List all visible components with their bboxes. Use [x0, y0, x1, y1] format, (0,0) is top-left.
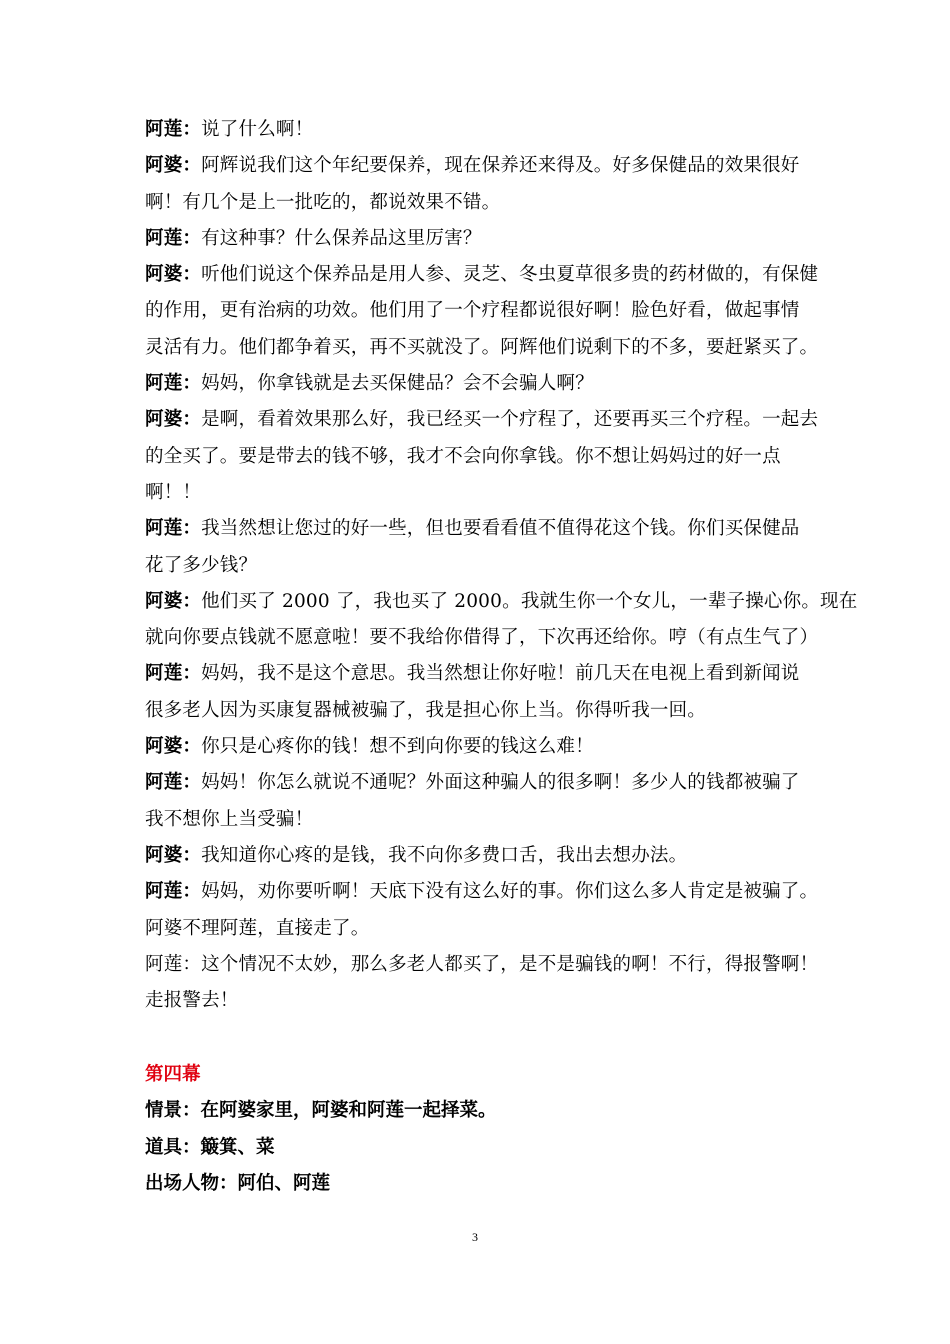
speaker-label: 阿莲：: [145, 518, 202, 540]
dialogue-line: [145, 221, 810, 257]
section-spacer: [145, 1019, 810, 1057]
speaker-label: 阿莲：: [145, 663, 202, 685]
dialogue-line: [145, 148, 810, 184]
page-number: 3: [472, 1230, 478, 1244]
act-section: [145, 1057, 810, 1202]
dialogue-text: 我知道你心疼的是钱，我不向你多费口舌，我出去想办法。: [201, 844, 688, 866]
dialogue-text: 是啊，看着效果那么好，我已经买一个疗程了，还要再买三个疗程。一起去: [201, 409, 819, 431]
dialogue-line: [145, 402, 819, 438]
dialogue-text: 啊！！: [145, 481, 202, 503]
dialogue-line: [145, 620, 819, 656]
dialogue-text: 阿莲：这个情况不太妙，那么多老人都买了，是不是骗钱的啊！不行，得报警啊！: [145, 953, 819, 975]
dialogue-text: 就向你要点钱就不愿意啦！要不我给你借得了，下次再还给你。哼（有点生气了）: [145, 627, 819, 649]
dialogue-text: 妈妈，我不是这个意思。我当然想让你好啦！前几天在电视上看到新闻说: [201, 663, 800, 685]
dialogue-text: 的作用，更有治病的功效。他们用了一个疗程都说很好啊！脸色好看，做起事情: [145, 300, 800, 322]
dialogue-line: [145, 947, 819, 983]
dialogue-text: 听他们说这个保养品是用人参、灵芝、冬虫夏草很多贵的药材做的，有保健: [201, 264, 819, 286]
speaker-label: 阿婆：: [145, 409, 202, 431]
dialogue-line: [145, 330, 819, 366]
dialogue-text: 你只是心疼你的钱！想不到向你要的钱这么难！: [201, 736, 594, 758]
dialogue-text: 他们买了 2000 了，我也买了 2000。我就生你一个女儿，一辈子操心你。现在: [201, 590, 858, 612]
dialogue-line: [145, 656, 810, 692]
dialogue-line: [145, 584, 858, 620]
dialogue-text: 很多老人因为买康复器械被骗了，我是担心你上当。你得听我一回。: [145, 699, 707, 721]
dialogue-text: 妈妈，你拿钱就是去买保健品？会不会骗人啊？: [201, 373, 594, 395]
dialogue-line: [145, 185, 810, 221]
speaker-label: 阿婆：: [145, 590, 202, 612]
dialogue-line: [145, 765, 810, 801]
speaker-label: 阿婆：: [145, 844, 202, 866]
dialogue-line: [145, 293, 810, 329]
dialogue-line: [145, 257, 819, 293]
scene-description: 情景：在阿婆家里，阿婆和阿莲一起择菜。: [145, 1100, 497, 1122]
speaker-label: 阿婆：: [145, 736, 202, 758]
document-body: [145, 112, 858, 1202]
dialogue-text: 花了多少钱？: [145, 554, 258, 576]
speaker-label: 阿莲：: [145, 772, 202, 794]
dialogue-line: [145, 729, 810, 765]
dialogue-text: 的全买了。要是带去的钱不够，我才不会向你拿钱。你不想让妈妈过的好一点: [145, 445, 781, 467]
dialogue-line: [145, 874, 819, 910]
dialogue-text: 灵活有力。他们都争着买，再不买就没了。阿辉他们说剩下的不多，要赶紧买了。: [145, 336, 819, 358]
speaker-label: 阿婆：: [145, 264, 202, 286]
dialogue-line: [145, 475, 810, 511]
dialogue-text: 走报警去！: [145, 990, 239, 1012]
speaker-label: 阿莲：: [145, 881, 202, 903]
cast-list: 出场人物：阿伯、阿莲: [145, 1173, 331, 1195]
dialogue-line: [145, 439, 810, 475]
act-title: 第四幕: [145, 1064, 201, 1086]
stage-direction: [145, 911, 810, 947]
dialogue-line: [145, 548, 810, 584]
dialogue-text: 妈妈，劝你要听啊！天底下没有这么好的事。你们这么多人肯定是被骗了。: [201, 881, 819, 903]
dialogue-text: 我不想你上当受骗！: [145, 808, 314, 830]
dialogue-line: [145, 802, 810, 838]
dialogue-line: [145, 112, 810, 148]
props-list: 道具：簸箕、菜: [145, 1136, 275, 1158]
dialogue-line: [145, 366, 810, 402]
dialogue-text: 阿婆不理阿莲，直接走了。: [145, 917, 370, 939]
speaker-label: 阿莲：: [145, 373, 202, 395]
dialogue-line: [145, 983, 810, 1019]
speaker-label: 阿莲：: [145, 227, 202, 249]
dialogue-line: [145, 693, 810, 729]
dialogue-line: [145, 838, 810, 874]
dialogue-text: 啊！有几个是上一批吃的，都说效果不错。: [145, 191, 501, 213]
dialogue-block: [145, 112, 858, 1019]
dialogue-text: 阿辉说我们这个年纪要保养，现在保养还来得及。好多保健品的效果很好: [201, 155, 800, 177]
dialogue-text: 我当然想让您过的好一些，但也要看看值不值得花这个钱。你们买保健品: [201, 518, 800, 540]
speaker-label: 阿婆：: [145, 155, 202, 177]
dialogue-text: 说了什么啊！: [201, 119, 314, 140]
dialogue-text: 有这种事？什么保养品这里厉害？: [201, 227, 482, 249]
speaker-label: 阿莲：: [145, 119, 202, 140]
dialogue-line: [145, 511, 810, 547]
dialogue-text: 妈妈！你怎么就说不通呢？外面这种骗人的很多啊！多少人的钱都被骗了: [201, 772, 800, 794]
